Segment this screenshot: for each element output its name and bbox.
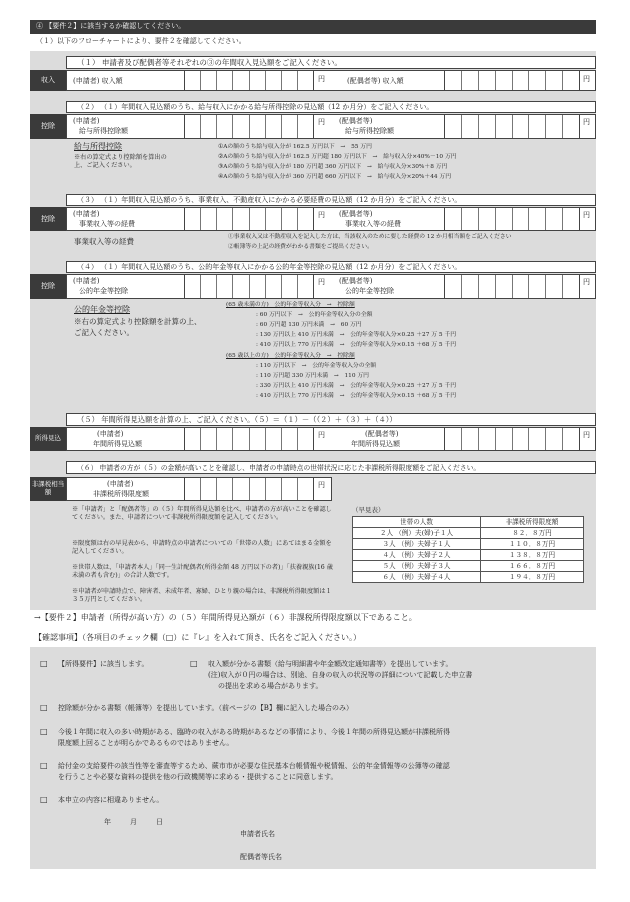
s4-group2-row-1: : 110 万円以下 → 公的年金等収入分の全額 <box>256 363 377 369</box>
s5-applicant-input[interactable] <box>184 427 314 451</box>
s6-heading-box <box>66 461 596 474</box>
s5-spouse-label-1: (配偶者等) <box>365 430 399 438</box>
s3-expense-title: 事業収入等の経費 <box>74 237 134 246</box>
s4-heading: （４） （１）年間収入見込額のうち、公的年金等収入にかかる公的年金等控除の見込額（12 か月分）をご記入ください。 <box>77 263 462 271</box>
s4-group2-heading: (65 歳以上の方) 公的年金等収入分 → 控除額 <box>226 353 355 359</box>
s6-applicant-yen: 円 <box>318 481 325 489</box>
s6-side-label: 非課税相当額 <box>30 477 66 501</box>
s4-formula-title: 公的年金等控除 <box>74 305 130 314</box>
date-year-label: 年 <box>104 818 111 826</box>
confirm-item-5: 本申立の内容に相違ありません。 <box>58 796 164 804</box>
confirm-item-1d: の提出を求める場合があります。 <box>218 682 323 690</box>
s5-applicant-label-2: 年間所得見込額 <box>93 440 142 448</box>
s5-heading-box <box>66 413 596 426</box>
s6-note-2: ※限度額は右の早見表から、申請時点の申請者についての「世帯の人数」にあてはまる金額を記入してください。 <box>72 540 332 556</box>
table-header-row <box>353 517 584 528</box>
s4-applicant-yen: 円 <box>318 278 325 286</box>
table-cell: １３８．８万円 <box>481 550 584 561</box>
s3-applicant-yen: 円 <box>318 211 325 219</box>
s6-note-3: ※世帯人数は、「申請者本人」「同一生計配偶者(所得金額 48 万円以下の者)」「扶養親族(16 歳未満の者も含む)」の合計人数です。 <box>72 564 333 580</box>
s2-applicant-input[interactable] <box>184 114 314 139</box>
s4-group1-heading: (65 歳未満の方) 公的年金等収入分 → 控除額 <box>226 302 355 308</box>
s6-applicant-input[interactable] <box>184 477 314 501</box>
s1-applicant-yen: 円 <box>318 75 325 83</box>
section-header-bar <box>30 20 596 34</box>
confirm-title: 【確認事項】（各項目のチェック欄（□）に『レ』を入れて頂き、氏名をご記入ください。） <box>34 633 361 642</box>
s4-group2-row-2: : 110 万円超 330 万円未満 → 110 万円 <box>256 373 369 379</box>
s2-applicant-label-2: 給与所得控除額 <box>79 127 128 135</box>
s6-heading: （６） 申請者の方が（５）の金額が高いことを確認し、申請者の申請時点の世帯状況に応じた非課税所得限度額をご記入ください。 <box>77 464 481 472</box>
table-row <box>353 528 584 539</box>
s3-heading: （３） （１）年間収入見込額のうち、事業収入、不動産収入にかかる必要経費の見込額（12 か月分）をご記入ください。 <box>77 196 462 204</box>
s4-group1-row-3: : 130 万円以上 410 万円未満 → 公的年金等収入分×0.25 ＋27 万 5 千円 <box>256 332 457 338</box>
s2-formula-row-4: ④Aの額のうち給与収入分が 360 万円超 660 万円以下 → 給与収入分×20%＋44 万円 <box>218 174 452 180</box>
confirm-item-1b: 収入額が分かる書類（給与明細書や年金額改定通知書等）を提出しています。 <box>208 660 453 668</box>
s2-side-label: 控除 <box>30 114 66 139</box>
table-cell: ６人 （例）夫婦子４人 <box>353 572 481 583</box>
s5-spouse-yen: 円 <box>583 431 590 439</box>
s5-spouse-label-2: 年間所得見込額 <box>351 440 400 448</box>
s4-applicant-input[interactable] <box>184 274 314 299</box>
s3-applicant-input[interactable] <box>184 207 314 231</box>
table-cell: ４人 （例）夫婦子２人 <box>353 550 481 561</box>
s3-note-1: ①事業収入又は不動産収入を記入した方は、当該収入のために要した経費の 12 か月相当額をご記入ください <box>228 234 512 240</box>
spouse-name-label: 配偶者等氏名 <box>240 853 282 861</box>
s6-note-1: ※「申請者」と「配偶者等」の（５）年間所得見込額を比べ、申請者の方が高いことを確認してください。また、申請者について非課税所得限度額を記入してください。 <box>72 506 332 522</box>
s4-group2-row-3: : 330 万円以上 410 万円未満 → 公的年金等収入分×0.25 ＋27 万 5 千円 <box>256 383 457 389</box>
s6-table-title: （早見表） <box>352 506 385 514</box>
s1-applicant-label: (申請者) 収入額 <box>73 77 123 85</box>
confirm-item-1a: 【所得要件】に該当します。 <box>58 660 149 668</box>
table-row <box>353 572 584 583</box>
s2-spouse-label-1: (配偶者等) <box>339 117 373 125</box>
s3-heading-box <box>66 194 596 206</box>
s6-note-4: ※申請者が申請時点で、障害者、未成年者、寡婦、ひとり親の場合は、非課税所得限度額は１３５万円としてください。 <box>72 588 332 604</box>
table-cell: ２人 （例）夫(婦)子１人 <box>353 528 481 539</box>
check-box-declaration[interactable]: □ <box>40 795 48 804</box>
s5-heading: （５） 年間所得見込額を計算の上、ご記入ください。（５）＝（１）－（（２）＋（３）＋（４）） <box>77 415 397 424</box>
s4-side-label: 控除 <box>30 274 66 299</box>
s6-lookup-table <box>352 516 584 583</box>
check-box-consent[interactable]: □ <box>40 761 48 770</box>
s1-spouse-input[interactable] <box>444 70 580 91</box>
s5-side-label: 所得見込 <box>30 427 66 451</box>
applicant-name-label: 申請者氏名 <box>240 830 275 838</box>
s2-applicant-label-1: (申請者) <box>73 117 100 125</box>
s1-heading: （１） 申請者及び配偶者等それぞれの③の年間収入見込額をご記入ください。 <box>77 58 342 67</box>
confirm-item-2: 控除額が分かる書類（帳簿等）を提出しています。（前ページの【B】欄に記入した場合のみ） <box>58 704 353 712</box>
s2-spouse-yen: 円 <box>583 118 590 126</box>
s2-formula-title: 給与所得控除 <box>74 142 122 151</box>
s2-formula-row-2: ②Aの額のうち給与収入分が 162.5 万円超 180 万円以下 → 給与収入分×40%－10 万円 <box>218 154 457 160</box>
s1-side-label: 収入 <box>30 70 66 91</box>
spouse-name-field[interactable] <box>296 861 570 862</box>
s4-applicant-label-2: 公的年金等控除 <box>79 287 128 295</box>
table-cell: １１０．８万円 <box>481 539 584 550</box>
s3-spouse-input[interactable] <box>444 207 580 231</box>
s2-heading: （２） （１）年間収入見込額のうち、給与収入にかかる給与所得控除の見込額（12 か月分）をご記入ください。 <box>77 103 434 111</box>
s2-spouse-label-2: 給与所得控除額 <box>345 127 394 135</box>
s2-spouse-input[interactable] <box>444 114 580 139</box>
date-day-label: 日 <box>156 818 163 826</box>
s6-applicant-label-2: 非課税所得限度額 <box>93 490 149 498</box>
s2-formula-row-1: ①Aの額のうち給与収入分が 162.5 万円以下 → 55 万円 <box>218 144 372 150</box>
applicant-name-field[interactable] <box>290 838 570 839</box>
table-cell: １６６．８万円 <box>481 561 584 572</box>
s1-heading-box <box>66 56 596 69</box>
confirm-item-4b: を行うことや必要な資料の提供を他の行政機関等に求める・提供することに同意します。 <box>58 773 338 781</box>
s6-applicant-label-1: (申請者) <box>107 480 134 488</box>
table-cell: ５人 （例）夫婦子３人 <box>353 561 481 572</box>
s3-applicant-label-2: 事業収入等の経費 <box>79 220 135 228</box>
s5-applicant-yen: 円 <box>318 431 325 439</box>
s2-heading-box <box>66 101 596 113</box>
check-box-income-docs[interactable]: □ <box>190 659 198 668</box>
s4-spouse-yen: 円 <box>583 278 590 286</box>
check-box-deduction-docs[interactable]: □ <box>40 703 48 712</box>
s5-applicant-label-1: (申請者) <box>97 430 124 438</box>
table-header-cell: 非課税所得限度額 <box>481 517 584 528</box>
date-month-label: 月 <box>130 818 137 826</box>
confirm-item-1c: (注)収入が０円の場合は、別途、自身の収入の状況等の詳細について記載した申立書 <box>208 671 473 679</box>
table-row <box>353 561 584 572</box>
s3-spouse-label-1: (配偶者等) <box>339 210 373 218</box>
s1-spouse-yen: 円 <box>583 75 590 83</box>
s5-spouse-input[interactable] <box>444 427 580 451</box>
table-cell: ８２．８万円 <box>481 528 584 539</box>
table-row <box>353 539 584 550</box>
s3-applicant-label-1: (申請者) <box>73 210 100 218</box>
s3-note-2: ②帳簿等の上記の経費がわかる書類をご提出ください。 <box>228 244 373 250</box>
s4-applicant-label-1: (申請者) <box>73 277 100 285</box>
s4-group1-row-1: : 60 万円以下 → 公的年金等収入分の全額 <box>256 312 373 318</box>
table-cell: １９４．８万円 <box>481 572 584 583</box>
s4-heading-box <box>66 261 596 273</box>
table-header-cell: 世帯の人数 <box>353 517 481 528</box>
s4-formula-note: ※右の算定式より控除額を計算の上、ご記入ください。 <box>74 317 202 337</box>
s4-group1-row-4: : 410 万円以上 770 万円未満 → 公的年金等収入分×0.15 ＋68 万 5 千円 <box>256 342 457 348</box>
s4-spouse-label-2: 公的年金等控除 <box>345 287 394 295</box>
s4-spouse-input[interactable] <box>444 274 580 299</box>
s4-spouse-label-1: (配偶者等) <box>339 277 373 285</box>
table-cell: ３人 （例）夫婦子１人 <box>353 539 481 550</box>
s4-group1-row-2: : 60 万円超 130 万円未満 → 60 万円 <box>256 322 362 328</box>
conclusion-text: →【要件２】申請者（所得が高い方）の（５）年間所得見込額が（６）非課税所得限度額以下であること。 <box>34 613 417 622</box>
s1-applicant-input[interactable] <box>184 70 314 91</box>
s1-spouse-label: (配偶者等) 収入額 <box>347 77 404 85</box>
confirm-item-3b: 限度額上回ることが明らかであるものではありません。 <box>58 739 234 747</box>
s2-applicant-yen: 円 <box>318 118 325 126</box>
confirm-item-3a: 今後１年間に収入の多い時期がある、臨時の収入がある時期があるなどの事情により、今後１年間の所得見込額が非課税所得 <box>58 728 450 736</box>
check-box-no-irregular-income[interactable]: □ <box>40 727 48 736</box>
table-row <box>353 550 584 561</box>
confirm-area <box>30 647 596 869</box>
s3-side-label: 控除 <box>30 207 66 231</box>
s2-formula-note: ※右の算定式より控除額を算出の上、ご記入ください。 <box>74 154 167 170</box>
section-subtitle: （１）以下のフローチャートにより、要件２を確認してください。 <box>36 37 246 45</box>
s2-formula-row-3: ③Aの額のうち給与収入分が 180 万円超 360 万円以下 → 給与収入分×30%＋8 万円 <box>218 164 448 170</box>
s3-spouse-yen: 円 <box>583 211 590 219</box>
s3-spouse-label-2: 事業収入等の経費 <box>345 220 401 228</box>
check-box-requirement[interactable]: □ <box>40 659 48 668</box>
confirm-item-4a: 給付金の支給要件の該当性等を審査等するため、蕨市市が必要な住民基本台帳情報や税情報、公的年金情報等の公簿等の確認 <box>58 762 450 770</box>
section-title: ④ 【要件２】に該当するか確認してください。 <box>36 22 186 30</box>
s4-group2-row-4: : 410 万円以上 770 万円未満 → 公的年金等収入分×0.15 ＋68 万 5 千円 <box>256 393 457 399</box>
